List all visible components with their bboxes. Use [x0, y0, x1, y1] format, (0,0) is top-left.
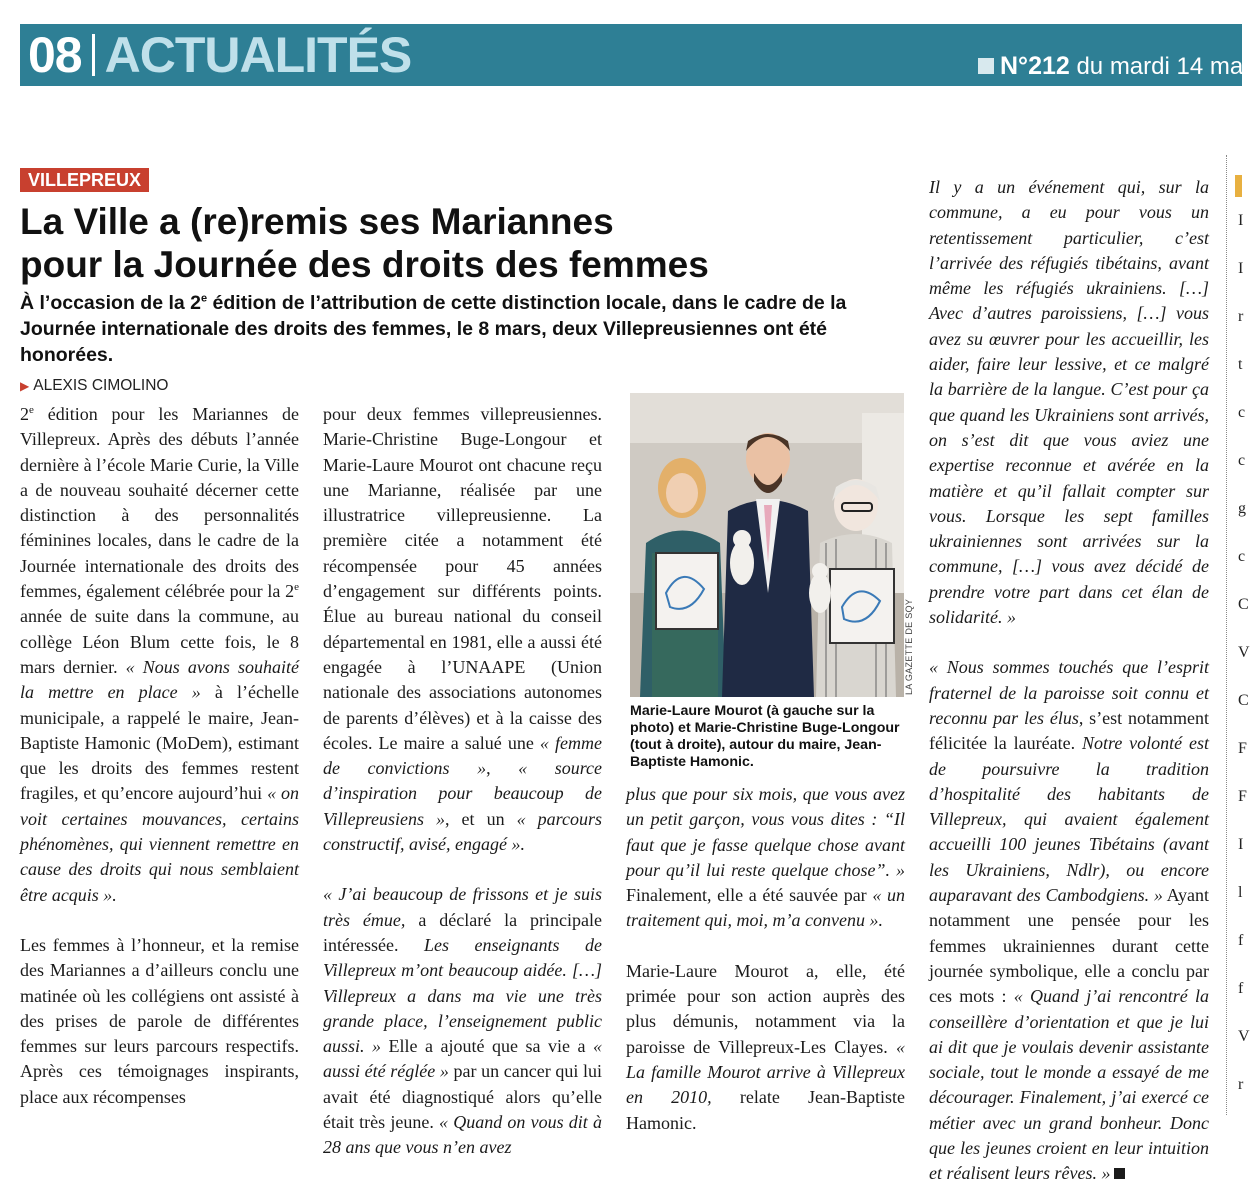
text: à l’échelle municipale, a rappelé le maire, Jean-Baptiste Hamonic (MoDem), estimant que les droits des femmes restent fragiles, et qu’encore aujourd’hui	[20, 682, 299, 804]
standfirst-text: À l’occasion de la 2	[20, 292, 201, 314]
text: 2	[20, 404, 29, 424]
article-column-2	[323, 402, 602, 1161]
text: relate Jean-Baptiste Hamonic.	[626, 1087, 905, 1133]
quote: « parcours constructif, avisé, engagé ».	[323, 808, 602, 855]
paragraph	[929, 175, 1209, 630]
text: pour deux femmes villepreusiennes. Marie-Christine Buge-Longour et Marie-Laure Mourot ont chacune reçu une Marianne, réalisée par une illustratrice villepreusienne. La première citée a notamment été récompensée pour 45 années d’engagement sur différents points. Élue au bureau national du conseil départemental en 1981, elle a aussi été engagée à l’UNAAPE (Union nationale des associations autonomes de parents d’élèves) et à la caisse des écoles. Le maire a salué une	[323, 404, 602, 753]
page-section	[28, 28, 411, 82]
column-rule	[1226, 155, 1227, 1115]
neighbor-text-fragment: l	[1238, 884, 1243, 901]
article-standfirst	[20, 290, 890, 368]
standfirst-sup: e	[200, 292, 208, 305]
photo-credit	[904, 600, 922, 695]
text: par un cancer qui lui avait été diagnostiqué alors qu’elle était très jeune.	[323, 1061, 602, 1133]
paragraph	[20, 402, 299, 908]
quote: « on voit certaines mouvances, certains phénomènes, qui viennent remettre en cause des droits qui nous semblaient être acquis ».	[20, 783, 299, 905]
article-kicker: VILLEPREUX	[20, 168, 149, 192]
neighbor-text-fragment: c	[1238, 548, 1246, 565]
text: a déclaré la principale intéressée.	[323, 909, 602, 955]
headline-line-1: La Ville a (re)remis ses Mariannes	[20, 201, 614, 242]
header-divider	[92, 34, 95, 76]
text-sup: e	[29, 404, 34, 416]
issue-info	[978, 52, 1243, 81]
text: Elle a ajouté que sa vie a	[381, 1036, 594, 1057]
issue-prefix: N°	[1000, 52, 1029, 80]
neighbor-text-fragment: r	[1238, 1076, 1244, 1093]
article-byline	[20, 376, 168, 396]
photo-credit-text: LA GAZETTE DE SQY	[904, 598, 914, 695]
text: Marie-Laure Mourot a, elle, été primée pour son action auprès des plus démunis, notamment via la paroisse de Villepreux-Les Clayes.	[626, 960, 905, 1057]
neighbor-text-fragment: c	[1238, 404, 1246, 421]
neighbor-text-fragment: I	[1238, 836, 1244, 853]
neighbor-text-fragment: f	[1238, 980, 1244, 997]
quote: plus que pour six mois, que vous avez un petit garçon, vous vous dites : “Il faut que je fasse quelque chose avant pour qu’il lui reste quelque chose”. »	[626, 784, 905, 880]
end-of-article-mark	[1114, 1168, 1125, 1179]
neighbor-text-fragment: c	[1238, 452, 1246, 469]
quote: « femme de convictions »	[323, 732, 602, 779]
neighbor-text-fragment: t	[1238, 356, 1243, 373]
neighbor-text-fragment: g	[1238, 500, 1246, 517]
paragraph	[323, 402, 602, 857]
neighbor-text-fragment: r	[1238, 308, 1244, 325]
text: , s’est notamment félicitée la lauréate.	[929, 707, 1210, 754]
neighbor-text-fragment: C	[1238, 596, 1249, 613]
neighbor-text-fragment: C	[1238, 692, 1249, 709]
article-column-3	[626, 782, 905, 1136]
neighbor-article-tab	[1235, 175, 1242, 197]
article-column-4	[929, 175, 1209, 1187]
neighbor-text-fragment: f	[1238, 932, 1244, 949]
neighbor-text-fragment: F	[1238, 740, 1247, 757]
issue-date: du mardi 14 ma	[1076, 53, 1244, 80]
photo-illustration	[630, 393, 904, 697]
page-number: 08	[28, 27, 82, 83]
paragraph	[626, 959, 905, 1136]
standfirst-text: édition de l’attribution de cette distinction locale, dans le cadre de la Journée internationale des droits des femmes, le 8 mars, deux Villepreusiennes ont été honorées.	[20, 292, 847, 366]
text: édition pour les Mariannes de Villepreux. Après des débuts l’année dernière à l’école Marie Curie, la Ville a de nouveau souhaité décerner cette distinction à des personnalités féminines locales, dans le cadre de la Journée internationale des droits des femmes, également célébrée pour la 2	[20, 404, 299, 602]
neighbor-text-fragment: I	[1238, 260, 1244, 277]
headline-line-2: pour la Journée des droits des femmes	[20, 244, 709, 285]
quote: « Quand j’ai rencontré la conseillère d’orientation et que je lui ai dit que je voulais devenir assistante sociale, tout le monde a essayé de me décourager. Finalement, j’ai exercé ce métier avec un grand bonheur. Donc que les jeunes croient en leur intuition et réalisent leurs rêves. »	[929, 986, 1209, 1184]
quote: Notre volonté est de poursuivre la tradition d’hospitalité des habitants de Villepreux, qui avaient également accueilli 100 jeunes Tibétains (avant les Ukrainiens, Ndlr), ou encore auparavant des Cambodgiens. »	[929, 733, 1209, 906]
byline-arrow-icon: ▶	[20, 379, 30, 393]
neighbor-text-fragment: V	[1238, 644, 1250, 661]
article-column-1	[20, 402, 299, 1110]
byline-author: ALEXIS CIMOLINO	[33, 377, 169, 394]
paragraph	[323, 882, 602, 1160]
paragraph	[626, 782, 905, 934]
text: Ayant notamment une pensée pour les femmes ukrainiennes durant cette journée symbolique, elle a conclu par ces mots :	[929, 885, 1209, 1007]
text: , et un	[445, 808, 517, 829]
neighbor-text-fragment: F	[1238, 788, 1247, 805]
quote: Il y a un événement qui, sur la commune, a eu pour vous un retentissement particulier, c’est l’arrivée des réfugiés tibétains, avant même les réfugiés ukrainiens. […] Avec d’autres paroissiens, […] vous avez su œuvrer pour les accueillir, les aider, faire leur lessive, et ce malgré la barrière de la langue. C’est pour ça que quand les Ukrainiens sont arrivés, on s’est dit que vous aviez une expertise reconnue et avérée en la matière et qu’il fallait compter sur vous. Lorsque les sept familles ukrainiennes sont arrivées sur la commune, […] vous avez décidé de prendre votre part dans cet élan de solidarité. »	[929, 177, 1209, 628]
issue-number: 212	[1028, 52, 1070, 80]
text: Finalement, elle a été sauvée par	[626, 885, 873, 906]
neighbor-text-fragment: V	[1238, 1028, 1250, 1045]
paragraph: Les femmes à l’honneur, et la remise des Mariannes a d’ailleurs conclu une matinée où les collégiens ont assisté à des prises de parole de différentes femmes sur leurs parcours respectifs. Après ces témoignages inspirants, place aux récompenses	[20, 934, 299, 1107]
text: ,	[486, 758, 519, 779]
issue-square-icon	[978, 58, 994, 74]
quote: « source d’inspiration pour beaucoup de Villepreusiens »	[323, 758, 603, 829]
quote: « La famille Mourot arrive à Villepreux en 2010,	[626, 1036, 905, 1108]
photo-caption: Marie-Laure Mourot (à gauche sur la photo) et Marie-Christine Buge-Longour (tout à droite), autour du maire, Jean-Baptiste Hamonic.	[630, 703, 900, 770]
article-photo	[630, 393, 904, 697]
neighbor-text-fragment: I	[1238, 212, 1244, 229]
quote: Les enseignants de Villepreux m’ont beaucoup aidée. […] Villepreux a dans ma vie une très grande place, l’enseignement public aussi. »	[323, 934, 602, 1057]
section-title: ACTUALITÉS	[104, 27, 412, 83]
quote: « Nous avons souhaité la mettre en place »	[20, 656, 299, 703]
quote: « J’ai beaucoup de frissons et je suis très émue,	[323, 884, 602, 930]
paragraph	[929, 655, 1209, 1186]
quote: « aussi été réglée »	[323, 1036, 603, 1082]
page-header	[20, 24, 1242, 86]
text: année de suite dans la commune, au collège Léon Blum cette fois, le 8 mars dernier.	[20, 606, 299, 677]
quote: « Quand on vous dit à 28 ans que vous n’en avez	[323, 1112, 602, 1158]
article-headline	[20, 200, 920, 286]
quote: « un traitement qui, moi, m’a convenu ».	[626, 885, 906, 931]
text-sup: e	[294, 581, 299, 594]
quote: « Nous sommes touchés que l’esprit fraternel de la paroisse soit connu et reconnu par les élus	[929, 657, 1209, 728]
